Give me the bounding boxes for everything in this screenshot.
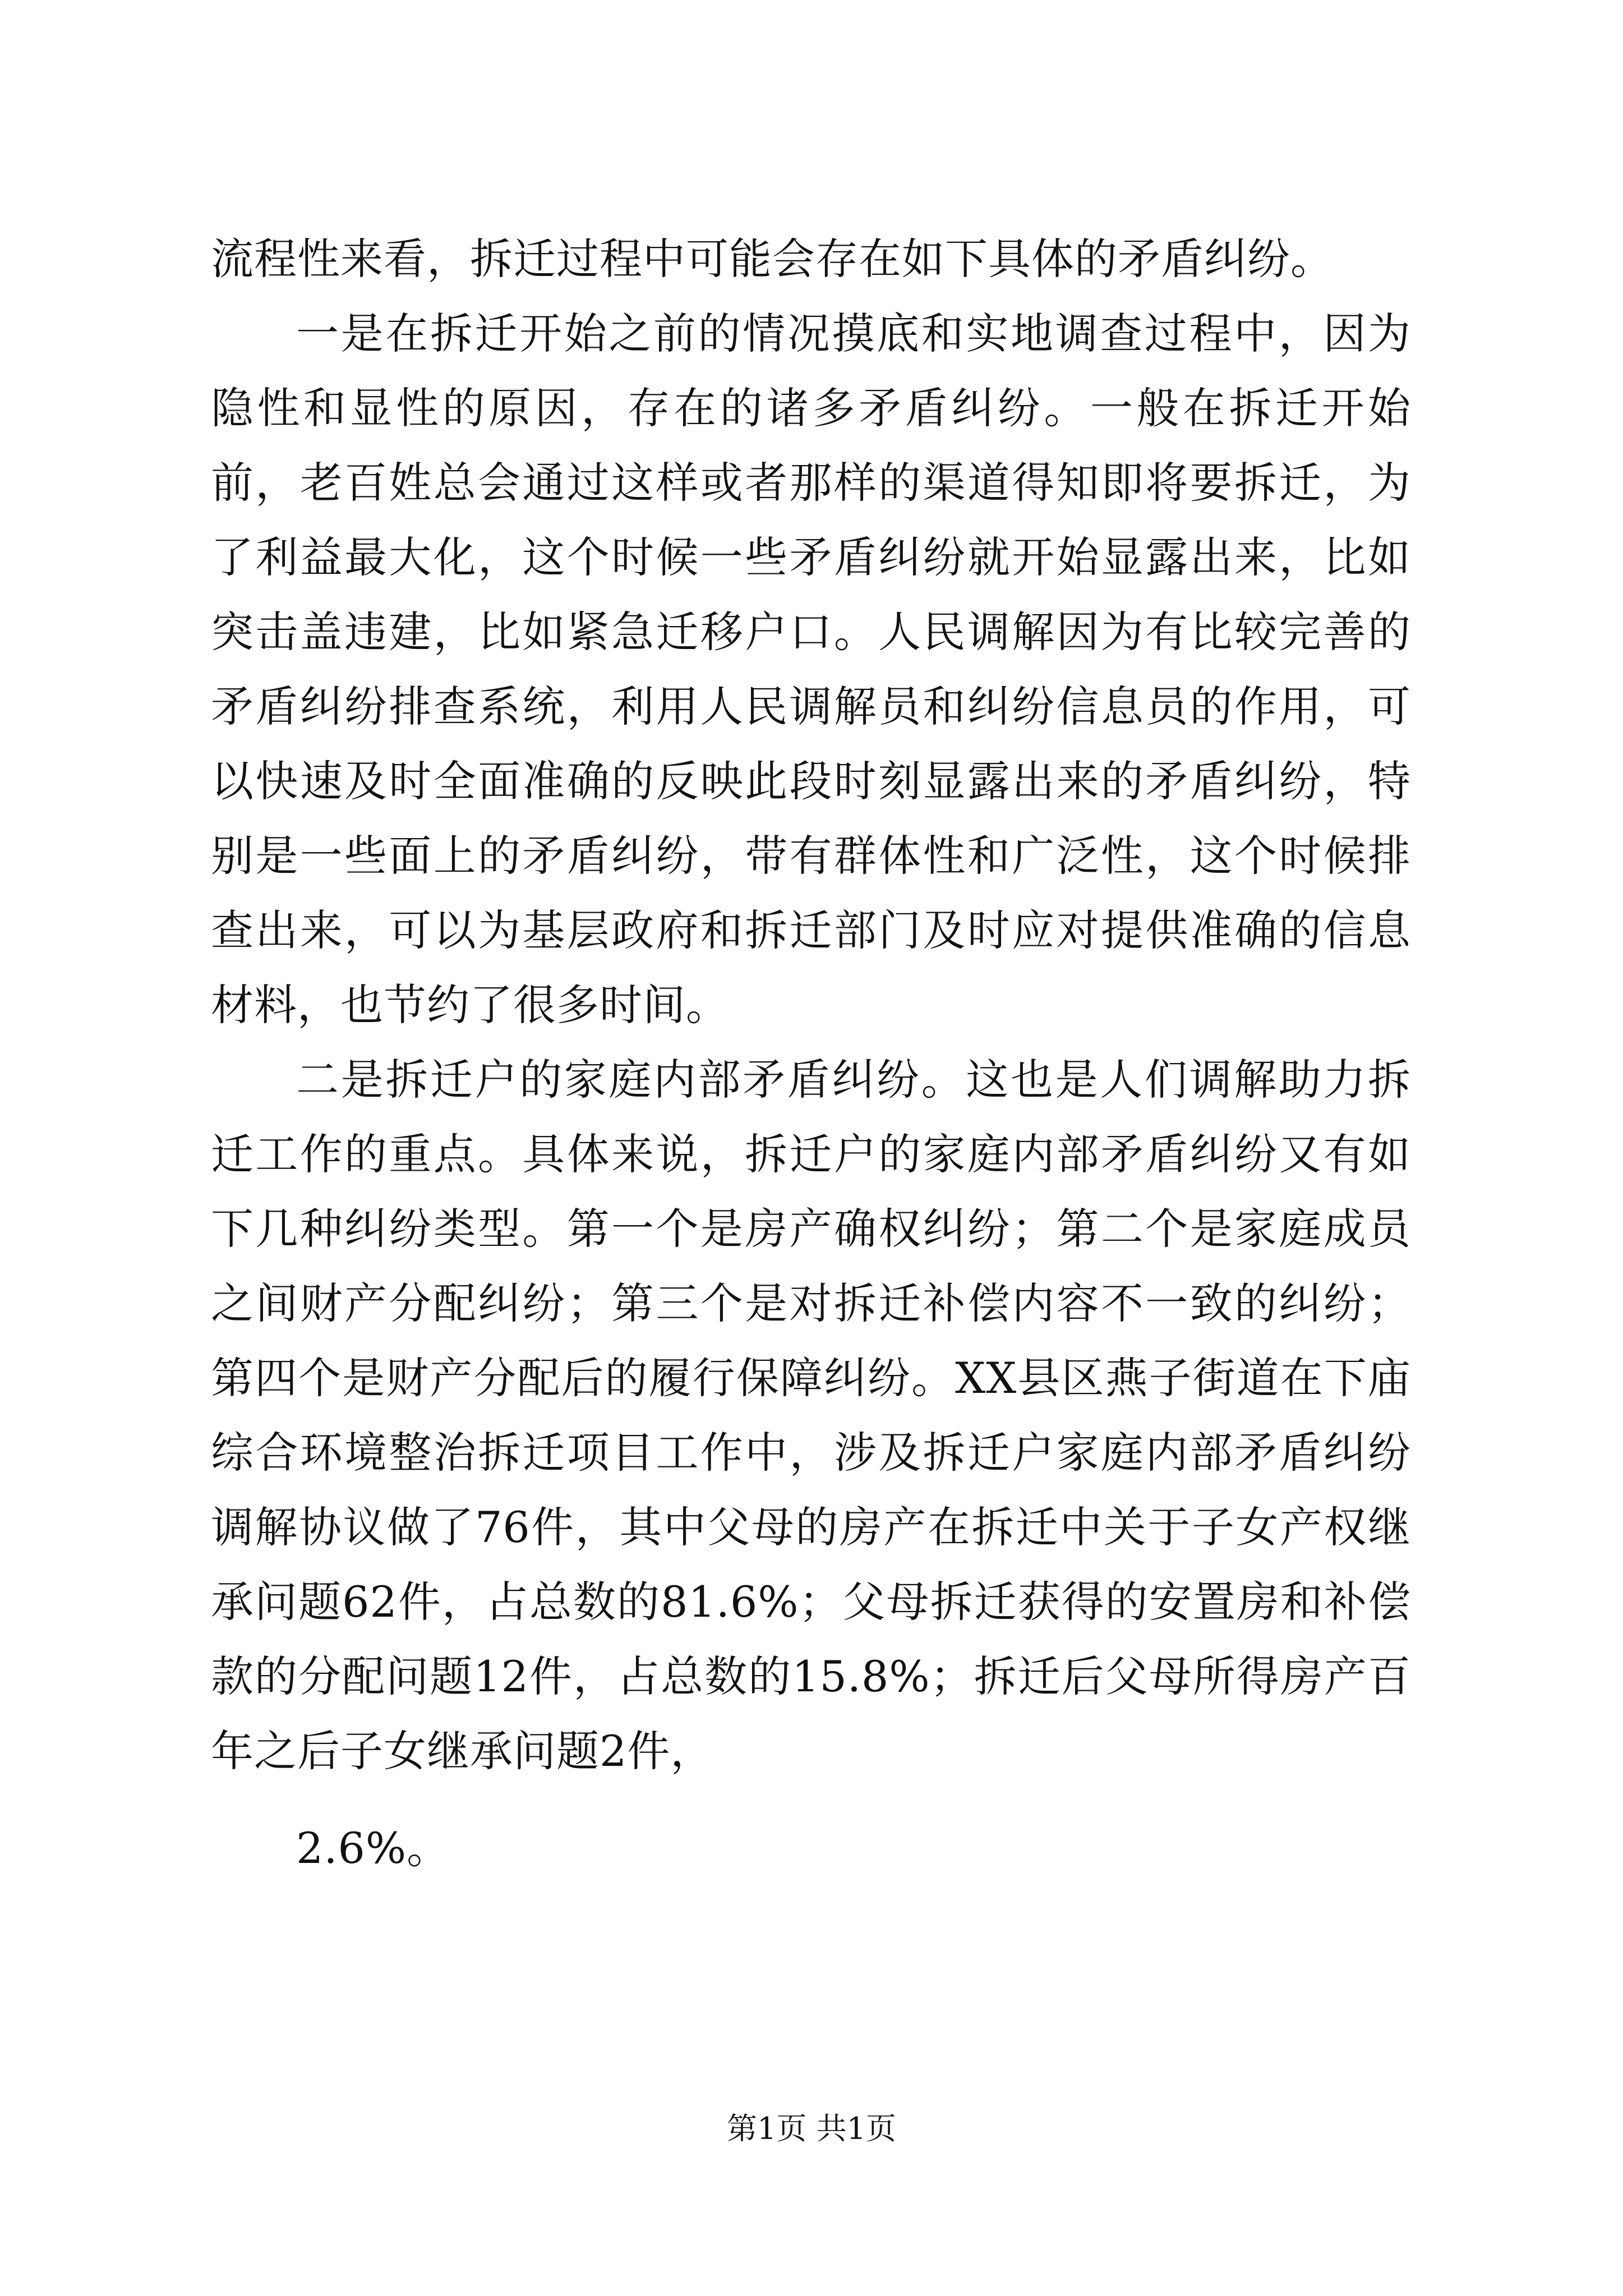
paragraph-point-one: 一是在拆迁开始之前的情况摸底和实地调查过程中，因为隐性和显性的原因，存在的诸多矛盾纠纷。一般在拆迁开始前，老百姓总会通过这样或者那样的渠道得知即将要拆迁，为了利益最大化，这个时候一些矛盾纠纷就开始显露出来，比如突击盖违建，比如紧急迁移户口。人民调解因为有比较完善的矛盾纠纷排查系统，利用人民调解员和纠纷信息员的作用，可以快速及时全面准确的反映此段时刻显露出来的矛盾纠纷，特别是一些面上的矛盾纠纷，带有群体性和广泛性，这个时候排查出来，可以为基层政府和拆迁部门及时应对提供准确的信息材料，也节约了很多时间。 [211, 309, 1411, 1030]
paragraph-point-two: 二是拆迁户的家庭内部矛盾纠纷。这也是人们调解助力拆迁工作的重点。具体来说，拆迁户的家庭内部矛盾纠纷又有如下几种纠纷类型。第一个是房产确权纠纷；第二个是家庭成员之间财产分配纠纷；第三个是对拆迁补偿内容不一致的纠纷；第四个是财产分配后的履行保障纠纷。XX县区燕子街道在下庙综合环境整治拆迁项目工作中，涉及拆迁户家庭内部矛盾纠纷调解协议做了76件，其中父母的房产在拆迁中关于子女产权继承问题62件，占总数的81.6%；父母拆迁获得的安置房和补偿款的分配问题12件，占总数的15.8%；拆迁后父母所得房产百年之后子女继承问题2件， [211, 1055, 1411, 1776]
paragraph-percentage: 2.6%。 [296, 1823, 450, 1873]
document-body [211, 222, 1411, 1885]
paragraph-continuation: 流程性来看，拆迁过程中可能会存在如下具体的矛盾纠纷。 [211, 234, 1334, 284]
page-footer: 第1页 共1页 [727, 2111, 896, 2146]
